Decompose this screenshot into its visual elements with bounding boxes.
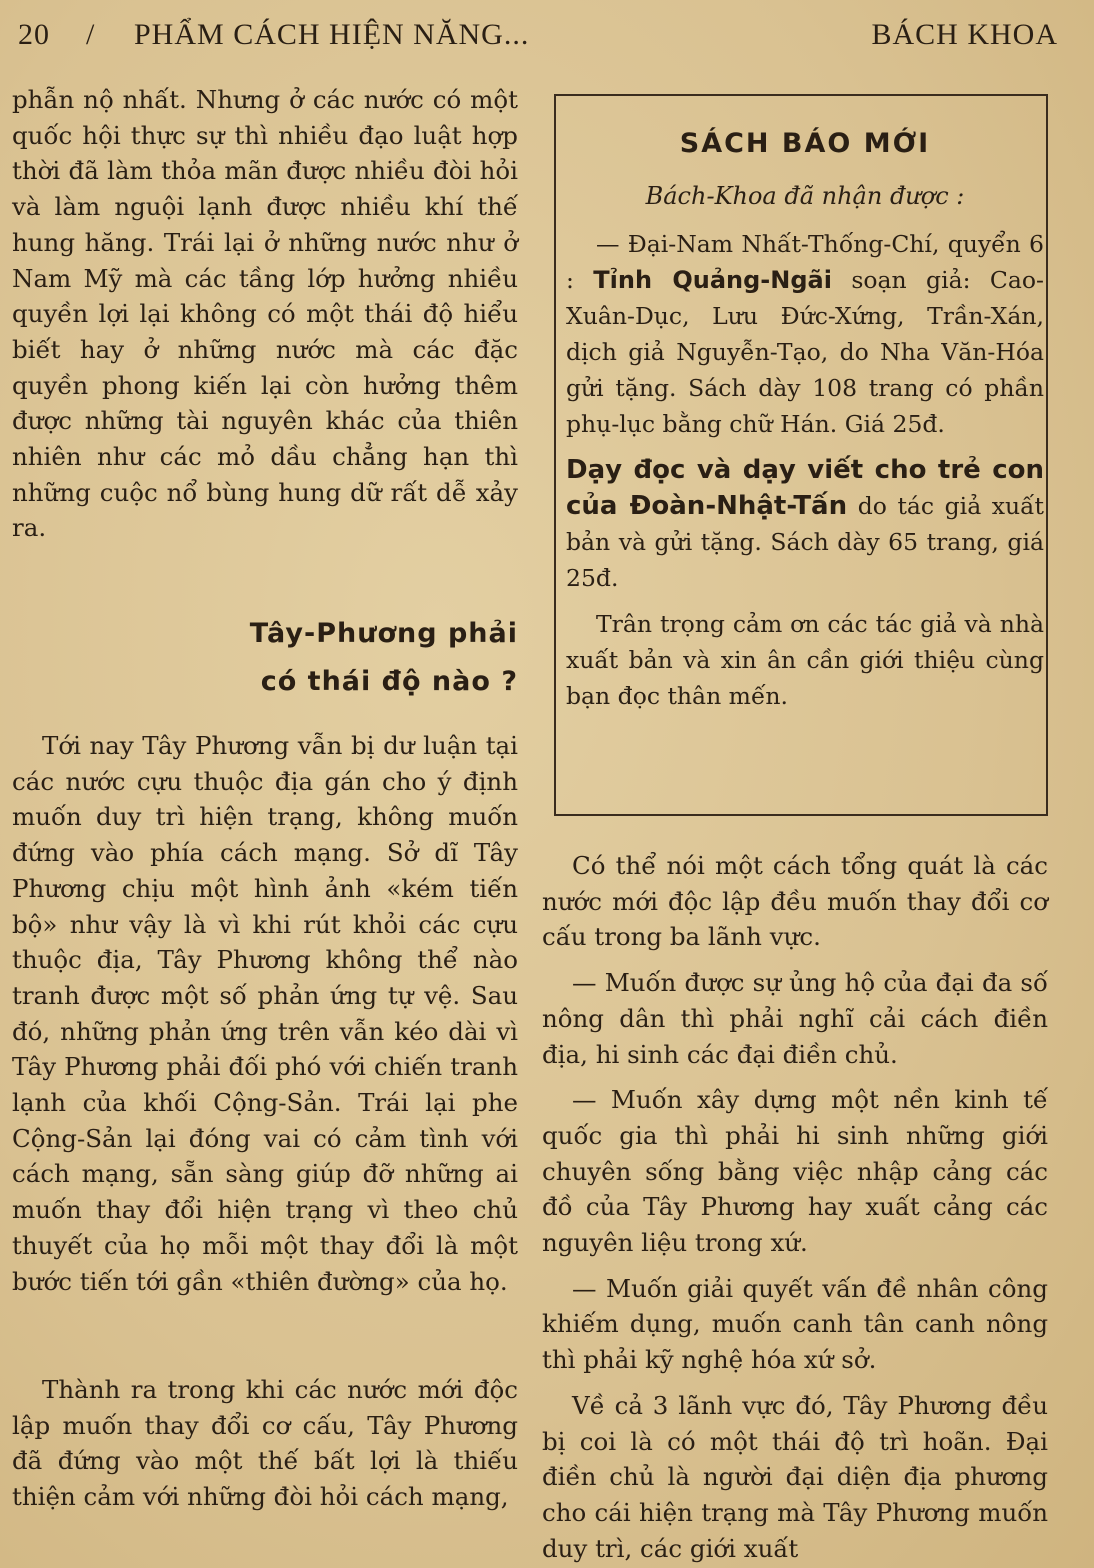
- right-column: [542, 848, 1048, 1566]
- section-heading-line-2: có thái độ nào ?: [260, 666, 518, 697]
- box-thanks: Trân trọng cảm ơn các tác giả và nhà xuất bản và xin ân cần giới thiệu cùng bạn đọc thân mến.: [566, 610, 1044, 710]
- item1-details: soạn giả: Cao-Xuân-Dục, Lưu Đức-Xứng, Trần-Xán, dịch giả Nguyễn-Tạo, do Nha Văn-Hóa gửi tặng. Sách dày 108 trang có phần phụ-lục bằng chữ Hán. Giá 25đ.: [566, 266, 1044, 438]
- left-paragraph-3: Thành ra trong khi các nước mới độc lập muốn thay đổi cơ cấu, Tây Phương đã đứng vào một thế bất lợi là thiếu thiện cảm với những đòi hỏi cách mạng,: [12, 1375, 518, 1512]
- right-paragraph-5: Về cả 3 lãnh vực đó, Tây Phương đều bị coi là có một thái độ trì hoãn. Đại điền chủ là người đại diện địa phương cho cái hiện trạng mà Tây Phương muốn duy trì, các giới xuất: [542, 1390, 1048, 1563]
- item2-title: Dạy đọc và dạy viết cho trẻ con của Đoàn-Nhật-Tấn: [566, 455, 1044, 521]
- right-paragraph-1: Có thể nói một cách tổng quát là các nước mới độc lập đều muốn thay đổi cơ cấu trong ba lãnh vực.: [542, 851, 1048, 952]
- page-number: 20: [18, 18, 50, 51]
- left-paragraph-2: Tới nay Tây Phương vẫn bị dư luận tại các nước cựu thuộc địa gán cho ý định muốn duy trì hiện trạng, không muốn đứng vào phía cách mạng. Sở dĩ Tây Phương chịu một hình ảnh «kém tiến bộ» như vậy là vì khi rút khỏi các cựu thuộc địa, Tây Phương không thể nào tranh được một số phản ứng tự vệ. Sau đó, những phản ứng trên vẫn kéo dài vì Tây Phương phải đối phó với chiến tranh lạnh của khối Cộng-Sản. Trái lại phe Cộng-Sản lại đóng vai có cảm tình với cách mạng, sẵn sàng giúp đỡ những ai muốn thay đổi hiện trạng vì theo chủ thuyết của họ mỗi một thay đổi là một bước tiến tới gần «thiên đường» của họ.: [12, 731, 518, 1296]
- box-item-1: [566, 226, 1044, 442]
- item2-details: do tác giả xuất bản và gửi tặng. Sách dày 65 trang, giá 25đ.: [566, 492, 1045, 592]
- section-heading-line-1: Tây-Phương phải: [249, 618, 518, 649]
- running-title: PHẨM CÁCH HIỆN NĂNG...: [134, 18, 530, 51]
- right-paragraph-3: — Muốn xây dựng một nền kinh tế quốc gia thì phải hi sinh những giới chuyên sống bằng việc nhập cảng các đồ của Tây Phương hay xuất cảng các nguyên liệu trong xứ.: [542, 1085, 1048, 1258]
- left-column: [12, 82, 518, 1515]
- new-books-box: [554, 94, 1048, 816]
- box-item-2: [566, 452, 1044, 596]
- item1-prefix: — Đại-Nam Nhất-Thống-Chí, quyển 6 :: [566, 230, 1044, 294]
- right-paragraph-2: — Muốn được sự ủng hộ của đại đa số nông dân thì phải nghĩ cải cách điền địa, hi sinh các đại điền chủ.: [542, 968, 1048, 1069]
- header-separator: /: [86, 18, 96, 51]
- item1-title: Tỉnh Quảng-Ngãi: [593, 266, 832, 294]
- right-paragraph-4: — Muốn giải quyết vấn đề nhân công khiếm dụng, muốn canh tân canh nông thì phải kỹ nghệ hóa xứ sở.: [542, 1273, 1048, 1375]
- magazine-name: BÁCH KHOA: [871, 18, 1058, 51]
- page-header: [18, 18, 1058, 58]
- box-lead: Bách-Khoa đã nhận được :: [645, 182, 965, 210]
- box-title: SÁCH BÁO MỚI: [679, 128, 931, 159]
- left-paragraph-1: phẫn nộ nhất. Nhưng ở các nước có một quốc hội thực sự thì nhiều đạo luật hợp thời đã làm thỏa mãn được nhiều đòi hỏi và làm nguội lạnh được nhiều khí thế hung hăng. Trái lại ở những nước như ở Nam Mỹ mà các tầng lớp hưởng nhiều quyền lợi lại không có một thái độ hiểu biết hay ở những nước mà các đặc quyền phong kiến lại còn hưởng thêm được những tài nguyên khác của thiên nhiên như các mỏ dầu chẳng hạn thì những cuộc nổ bùng hung dữ rất dễ xảy ra.: [12, 85, 518, 543]
